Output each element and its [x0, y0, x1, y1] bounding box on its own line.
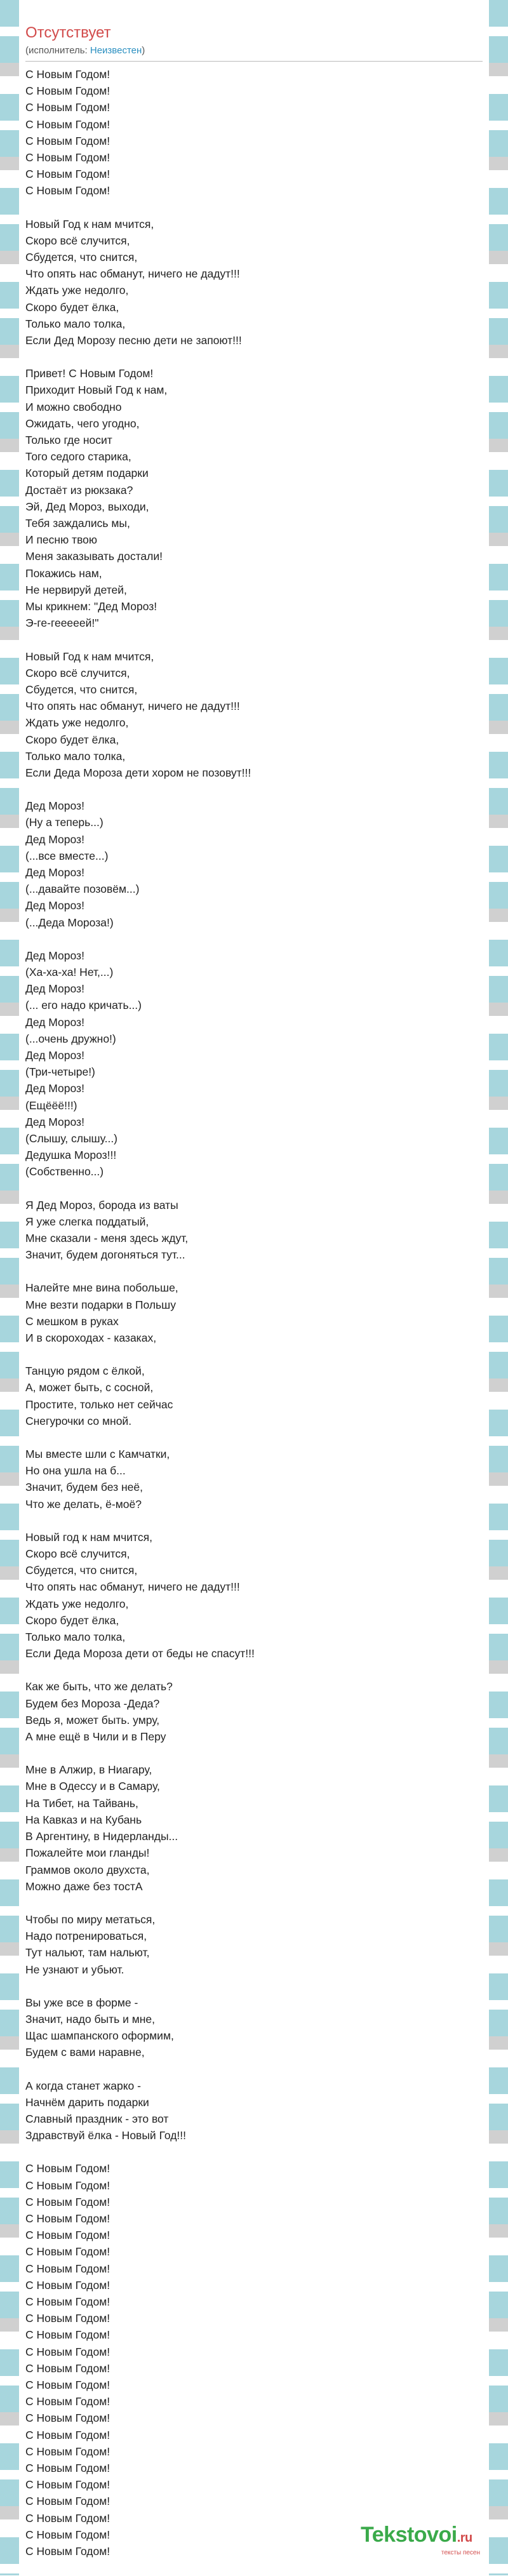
lyrics-stanza	[25, 797, 483, 931]
performer-prefix: (исполнитель:	[25, 45, 90, 56]
lyrics-line: Славный праздник - это вот	[25, 2112, 169, 2125]
lyrics-line: Скоро будет ёлка,	[25, 1613, 119, 1627]
lyrics-line: На Кавказ и на Кубань	[25, 1813, 142, 1826]
lyrics-stanza	[25, 1761, 483, 1895]
lyrics-line: Пожалейте мои гланды!	[25, 1846, 150, 1860]
lyrics-line: Здравствуй ёлка - Новый Год!!!	[25, 2129, 187, 2142]
lyrics-line: Скоро будет ёлка,	[25, 733, 119, 746]
lyrics-line: Дед Мороз!	[25, 899, 84, 912]
lyrics-line: Сбудется, что снится,	[25, 251, 138, 264]
lyrics-stanza	[25, 648, 483, 782]
lyrics-line: (Ну а теперь...)	[25, 816, 104, 829]
lyrics-line: С Новым Годом!	[25, 2428, 110, 2441]
lyrics-stanza	[25, 365, 483, 631]
lyrics-line: На Тибет, на Тайвань,	[25, 1796, 138, 1810]
lyrics-line: А когда станет жарко -	[25, 2079, 141, 2092]
lyrics-line: Новый год к нам мчится,	[25, 1530, 152, 1544]
lyrics-stanza	[25, 1529, 483, 1662]
lyrics-line: С Новым Годом!	[25, 2162, 110, 2175]
lyrics-line: Скоро всё случится,	[25, 666, 130, 679]
lyrics-line: Что опять нас обманут, ничего не дадут!!!	[25, 1580, 240, 1594]
lyrics-line: С Новым Годом!	[25, 2495, 110, 2508]
lyrics-line: С Новым Годом!	[25, 2412, 110, 2425]
lyrics-line: С Новым Годом!	[25, 2295, 110, 2308]
lyrics-line: Ведь я, может быть. умру,	[25, 1713, 160, 1726]
lyrics-line: Не узнают и убьют.	[25, 1963, 124, 1976]
lyrics-line: А, может быть, с сосной,	[25, 1381, 154, 1394]
lyrics-stanza	[25, 66, 483, 199]
logo-tld: .ru	[457, 2531, 472, 2545]
lyrics-line: Дед Мороз!	[25, 1015, 84, 1029]
lyrics-line: Будем без Мороза -Деда?	[25, 1697, 160, 1710]
lyrics-line: Надо потренироваться,	[25, 1930, 147, 1943]
lyrics-line: С Новым Годом!	[25, 184, 110, 197]
lyrics-stanza	[25, 1911, 483, 1978]
lyrics-line: С Новым Годом!	[25, 2179, 110, 2192]
lyrics-line: С Новым Годом!	[25, 84, 110, 98]
lyrics-line: С Новым Годом!	[25, 2378, 110, 2391]
lyrics-line: С Новым Годом!	[25, 2229, 110, 2242]
performer-line	[25, 44, 483, 57]
lyrics-line: Танцую рядом с ёлкой,	[25, 1365, 145, 1378]
lyrics-line: С Новым Годом!	[25, 2195, 110, 2208]
lyrics-line: И песню твою	[25, 533, 98, 547]
lyrics-stanza	[25, 2078, 483, 2144]
lyrics-line: Скоро всё случится,	[25, 1547, 130, 1561]
lyrics-line: Ждать уже недолго,	[25, 716, 129, 730]
lyrics-line: (Слышу, слышу...)	[25, 1131, 118, 1145]
lyrics-line: Покажись нам,	[25, 566, 102, 580]
lyrics-line: Который детям подарки	[25, 467, 149, 480]
lyrics-line: Только мало толка,	[25, 317, 126, 330]
lyrics-line: Мне в Алжир, в Ниагару,	[25, 1763, 152, 1777]
lyrics-line: И можно свободно	[25, 400, 122, 413]
lyrics-line: Дед Мороз!	[25, 1115, 84, 1128]
lyrics-line: Привет! С Новым Годом!	[25, 367, 154, 380]
lyrics-line: Дед Мороз!	[25, 1082, 84, 1095]
lyrics-line: Если Дед Морозу песню дети не запоют!!!	[25, 334, 242, 347]
lyrics-line: Э-ге-гееееей!"	[25, 617, 99, 630]
lyrics-line: С Новым Годом!	[25, 2278, 110, 2292]
lyrics-line: Дед Мороз!	[25, 982, 84, 996]
lyrics-line: (Ха-ха-ха! Нет,...)	[25, 965, 114, 978]
lyrics-line: Начнём дарить подарки	[25, 2095, 149, 2109]
lyrics-line: С Новым Годом!	[25, 134, 110, 147]
lyrics-line: С Новым Годом!	[25, 2545, 110, 2558]
lyrics-line: С Новым Годом!	[25, 151, 110, 164]
lyrics-line: С Новым Годом!	[25, 68, 110, 81]
lyrics-line: С Новым Годом!	[25, 2345, 110, 2358]
lyrics-stanza	[25, 947, 483, 1180]
lyrics-line: Мы вместе шли с Камчатки,	[25, 1448, 170, 1461]
lyrics-line: Дед Мороз!	[25, 832, 84, 846]
lyrics-line: С Новым Годом!	[25, 2445, 110, 2458]
lyrics-line: С Новым Годом!	[25, 2528, 110, 2541]
lyrics-line: Только где носит	[25, 434, 112, 447]
lyrics-line: Скоро будет ёлка,	[25, 300, 119, 314]
lyrics-line: Сбудется, что снится,	[25, 683, 138, 696]
performer-link[interactable]: Неизвестен	[90, 45, 142, 56]
lyrics-line: С Новым Годом!	[25, 101, 110, 114]
lyrics-stanza	[25, 1363, 483, 1429]
lyrics-line: Если Деда Мороза дети от беды не спасут!!!	[25, 1647, 255, 1660]
lyrics-stanza	[25, 1446, 483, 1512]
lyrics-line: Я Дед Мороз, борода из ваты	[25, 1198, 178, 1211]
lyrics-stanza	[25, 2160, 483, 2559]
lyrics-line: С Новым Годом!	[25, 2328, 110, 2342]
lyrics-line: (... его надо кричать...)	[25, 999, 142, 1012]
lyrics-line: С мешком в руках	[25, 1314, 119, 1328]
lyrics-line: Достаёт из рюкзака?	[25, 483, 133, 497]
lyrics-line: Чтобы по миру метаться,	[25, 1912, 156, 1926]
lyrics-line: С Новым Годом!	[25, 2462, 110, 2474]
lyrics-line: С Новым Годом!	[25, 2212, 110, 2225]
lyrics-line: Дед Мороз!	[25, 799, 84, 813]
song-header	[25, 23, 483, 62]
site-logo[interactable]	[361, 2522, 494, 2560]
lyrics-line: Эй, Дед Мороз, выходи,	[25, 500, 149, 513]
lyrics-line: С Новым Годом!	[25, 2245, 110, 2259]
lyrics-line: С Новым Годом!	[25, 2511, 110, 2525]
lyrics-line: С Новым Годом!	[25, 2262, 110, 2275]
lyrics-line: (Три-четыре!)	[25, 1065, 95, 1079]
lyrics-line: Ждать уже недолго,	[25, 284, 129, 297]
lyrics-line: Значит, будем без неё,	[25, 1481, 143, 1494]
lyrics-stanza	[25, 1279, 483, 1346]
lyrics-line: Если Деда Мороза дети хором не позовут!!!	[25, 766, 251, 779]
lyrics-line: Мне в Одессу и в Самару,	[25, 1780, 160, 1793]
song-title: Отсутствует	[25, 24, 111, 41]
lyrics-line: Того седого старика,	[25, 450, 131, 464]
lyrics-line: С Новым Годом!	[25, 2361, 110, 2375]
performer-suffix: )	[142, 45, 145, 56]
lyrics-line: В Аргентину, в Нидерланды...	[25, 1830, 178, 1843]
lyrics-line: Новый Год к нам мчится,	[25, 650, 154, 663]
lyrics-line: Дедушка Мороз!!!	[25, 1149, 117, 1162]
lyrics-stanza	[25, 1678, 483, 1745]
lyrics-line: С Новым Годом!	[25, 168, 110, 181]
lyrics-line: Не нервируй детей,	[25, 583, 127, 596]
lyrics-line: А мне ещё в Чили и в Перу	[25, 1730, 166, 1744]
lyrics-line: Меня заказывать достали!	[25, 550, 163, 563]
lyrics-line: Приходит Новый Год к нам,	[25, 384, 168, 397]
lyrics-line: Дед Мороз!	[25, 865, 84, 879]
lyrics-line: Как же быть, что же делать?	[25, 1680, 173, 1693]
lyrics-line: Дед Мороз!	[25, 1048, 84, 1062]
lyrics-line: Граммов около двухста,	[25, 1863, 150, 1876]
lyrics-stanza	[25, 216, 483, 349]
lyrics-stanza	[25, 1197, 483, 1264]
lyrics-line: С Новым Годом!	[25, 2312, 110, 2325]
lyrics-line: (Ещёёё!!!)	[25, 1098, 77, 1112]
lyrics-line: Мне везти подарки в Польшу	[25, 1298, 176, 1311]
lyrics-line: Дед Мороз!	[25, 949, 84, 962]
lyrics-line: Щас шампанского оформим,	[25, 2029, 174, 2043]
lyrics-stanza	[25, 1994, 483, 2061]
lyrics-line: Можно даже без тостА	[25, 1879, 143, 1893]
lyrics-line: Что опять нас обманут, ничего не дадут!!!	[25, 700, 240, 713]
lyrics-line: С Новым Годом!	[25, 117, 110, 131]
lyrics-line: (...все вместе...)	[25, 849, 109, 862]
lyrics-line: (Собственно...)	[25, 1165, 104, 1178]
lyrics-line: Новый Год к нам мчится,	[25, 217, 154, 230]
lyrics-line: Скоро всё случится,	[25, 234, 130, 247]
lyrics-line: Мне сказали - меня здесь ждут,	[25, 1232, 189, 1245]
lyrics-line: (...Деда Мороза!)	[25, 916, 114, 929]
header-divider	[25, 61, 483, 62]
lyrics-line: Что же делать, ё-моё?	[25, 1497, 142, 1511]
lyrics-line: С Новым Годом!	[25, 2478, 110, 2492]
lyrics-line: И в скороходах - казаках,	[25, 1331, 157, 1345]
lyrics-line: Что опять нас обманут, ничего не дадут!!!	[25, 267, 240, 281]
lyrics-line: (...давайте позовём...)	[25, 883, 140, 896]
lyrics-line: Сбудется, что снится,	[25, 1564, 138, 1577]
logo-wordmark	[361, 2522, 494, 2551]
lyrics-line: Только мало толка,	[25, 749, 126, 763]
lyrics-line: Ждать уже недолго,	[25, 1597, 129, 1610]
logo-name: Tekstovoi	[361, 2523, 457, 2547]
lyrics-line: Снегурочки со мной.	[25, 1414, 132, 1427]
lyrics-line: Тут нальют, там нальют,	[25, 1946, 150, 1959]
logo-tagline: тексты песен	[441, 2549, 480, 2556]
lyrics-line: Я уже слегка поддатый,	[25, 1215, 149, 1228]
lyrics-line: (...очень дружно!)	[25, 1032, 116, 1045]
lyrics-body	[25, 66, 483, 2576]
lyrics-line: Тебя заждались мы,	[25, 517, 130, 530]
lyrics-line: Ожидать, чего угодно,	[25, 417, 140, 430]
lyrics-line: Только мало толка,	[25, 1631, 126, 1644]
lyrics-line: Значит, надо быть и мне,	[25, 2012, 156, 2025]
lyrics-line: Значит, будем догоняться тут...	[25, 1248, 185, 1262]
lyrics-line: С Новым Годом!	[25, 2395, 110, 2408]
lyrics-line: Налейте мне вина побольше,	[25, 1281, 178, 1295]
lyrics-line: Вы уже все в форме -	[25, 1996, 138, 2009]
lyrics-line: Мы крикнем: "Дед Мороз!	[25, 600, 157, 613]
lyrics-line: Будем с вами наравне,	[25, 2046, 145, 2059]
lyrics-line: Простите, только нет сейчас	[25, 1398, 173, 1411]
lyrics-line: Но она ушла на б...	[25, 1464, 126, 1478]
